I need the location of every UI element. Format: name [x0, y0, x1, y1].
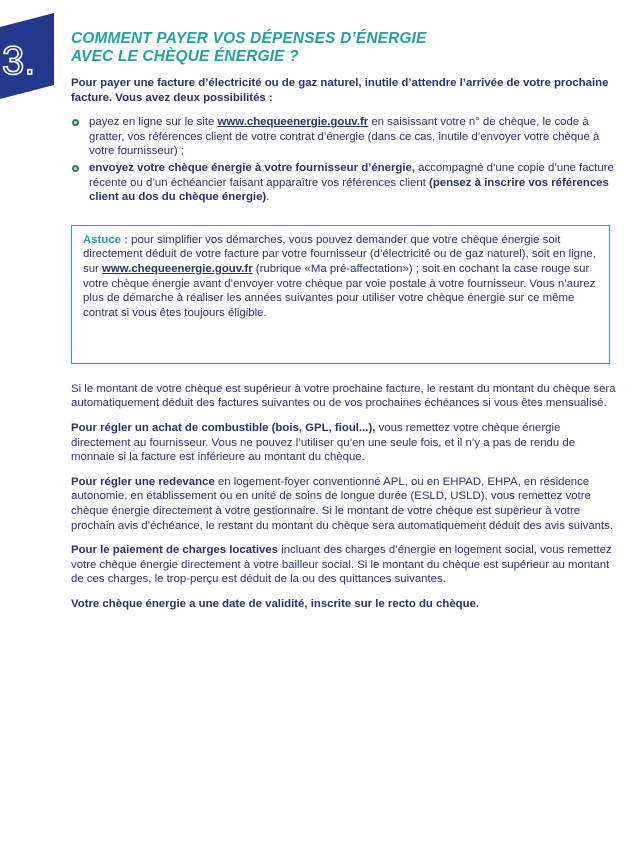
payment-option-supplier — [71, 161, 616, 205]
redevance-text: en logement-foyer conventionné APL, ou en EHPAD, EHPA, en résidence autonomie, en établissement ou en unité de soins de longue durée (ESLD, USLD), vous remettez votre chèque énergie directement à votre gestionnaire. Si le montant de votre chèque est supérieur à votre prochain avis d’échéance, le restant du montant du chèque sera automatiquement déduit des avis suivants. — [71, 475, 614, 532]
option-bold-lead: envoyez votre chèque énergie à votre fournisseur d’énergie, — [89, 161, 416, 174]
page-title — [71, 30, 601, 66]
option-end: . — [266, 191, 270, 204]
tip-box — [71, 225, 610, 364]
payment-options-list — [71, 115, 616, 205]
tip-text-2-prefix: sur — [83, 262, 102, 275]
payment-option-online — [71, 115, 616, 159]
main-content — [71, 76, 616, 611]
combustible-heading: Pour régler un achat de combustible (bois, GPL, fioul...), — [71, 421, 376, 434]
title-line-1: COMMENT PAYER VOS DÉPENSES D’ÉNERGIE — [71, 30, 427, 47]
tip-text-1: pour simplifier vos démarches, vous pouvez demander que votre chèque énergie soit directement déduit de votre facture par votre fournisseur (d’électricité ou de gaz naturel), soit en ligne, — [83, 233, 596, 261]
option-text-before: payez en ligne sur le site — [89, 116, 218, 129]
option-text-after: en saisissant votre n° de chèque, le code à gratter, vos références client de votre contrat d’énergie (dans ce cas, inutile d’envoyer votre chèque à votre fournisseur) ; — [89, 116, 600, 158]
tip-text-2: (rubrique «Ma pré-affectation») ; soit en cochant la case rouge sur votre chèque énergie avant d’envoyer votre chèque par voie postale à votre fournisseur. Vous n’aurez plus de démarche à réaliser les années suivantes pour utiliser votre chèque énergie sur ce même contrat si vous êtes toujours éligible. — [83, 262, 596, 319]
website-link[interactable]: www.chequeenergie.gouv.fr — [217, 116, 369, 129]
option-bold-tail: (pensez à inscrire vos références client au dos du chèque énergie) — [89, 176, 609, 204]
redevance-heading: Pour régler une redevance — [71, 475, 215, 488]
bullet-icon — [72, 119, 79, 126]
combustible-paragraph — [71, 421, 616, 465]
tip-label: Astuce : — [83, 233, 128, 246]
intro-text: Pour payer une facture d’électricité ou de gaz naturel, inutile d’attendre l’arrivée de votre prochaine facture. Vous avez deux possibilités : — [71, 77, 609, 104]
section-number-badge — [0, 13, 54, 99]
option-text: accompagné d’une copie d’une facture récente ou d’un échéancier faisant apparaître vos références client — [89, 161, 614, 189]
title-line-2: AVEC LE CHÈQUE ÉNERGIE ? — [71, 48, 299, 65]
combustible-text: vous remettez votre chèque énergie directement au fournisseur. Vous ne pouvez l’utiliser qu’en une seule fois, et il n’y a pas de rendu de monnaie si la facture est inférieure au montant du chèque. — [71, 421, 576, 464]
charges-paragraph — [71, 543, 616, 587]
section-number: 3. — [2, 39, 36, 83]
bullet-icon — [72, 165, 79, 172]
validity-note: Votre chèque énergie a une date de validité, inscrite sur le recto du chèque. — [71, 597, 480, 610]
redevance-paragraph — [71, 475, 616, 533]
tip-website-link[interactable]: www.chequeenergie.gouv.fr — [102, 262, 253, 275]
surplus-paragraph: Si le montant de votre chèque est supérieur à votre prochaine facture, le restant du montant du chèque sera automatiquement déduit des factures suivantes ou de vos prochaines échéances si vous êtes mensualisé. — [71, 382, 616, 410]
charges-heading: Pour le paiement de charges locatives — [71, 544, 279, 557]
charges-text: incluant des charges d’énergie en logement social, vous remettez votre chèque énergie directement à votre bailleur social. Si le montant du chèque est supérieur au montant de ces charges, le trop-perçu est déduit de la ou des quittances suivantes. — [71, 544, 612, 586]
